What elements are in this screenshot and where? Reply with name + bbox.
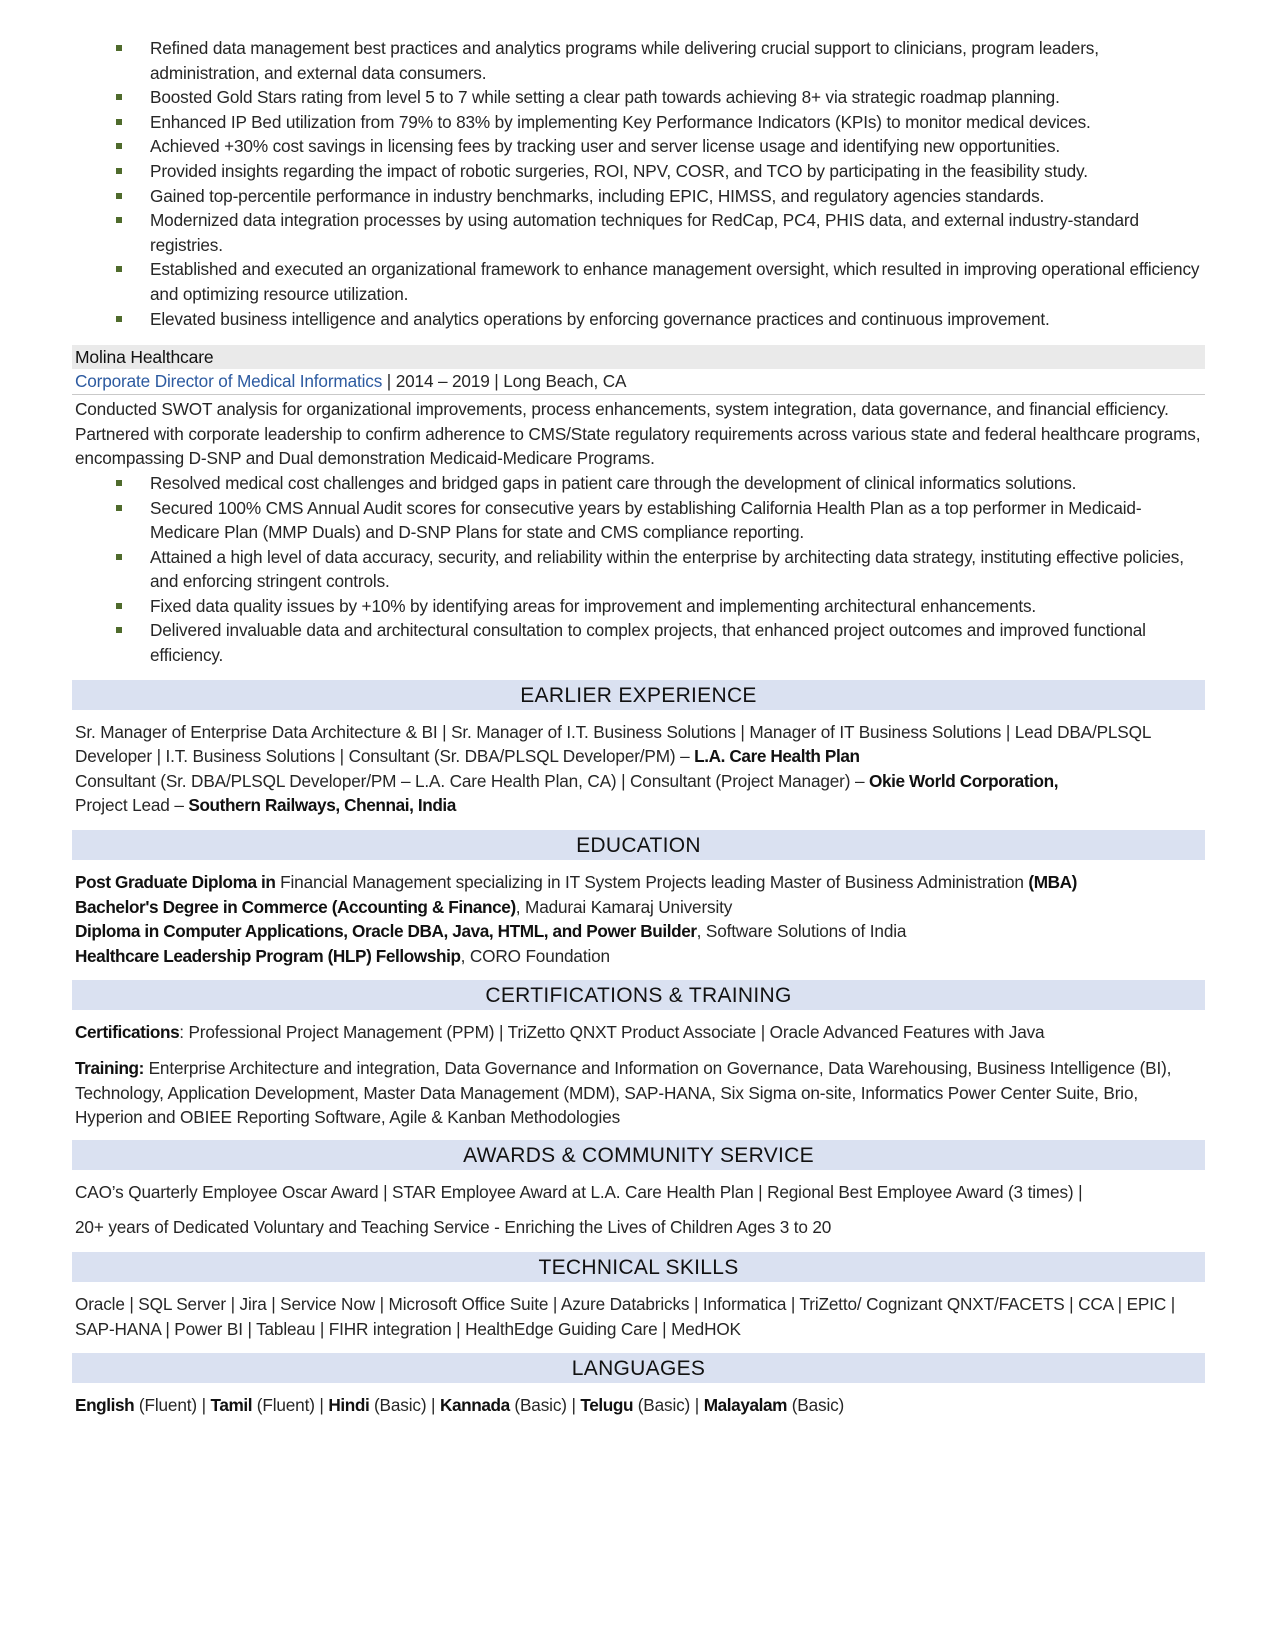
language-level: (Basic)	[369, 1395, 427, 1416]
bullet-item: Achieved +30% cost savings in licensing fees by tracking user and server license usage and identifying new opportunities.	[72, 134, 1205, 159]
bullet-item: Attained a high level of data accuracy, security, and reliability within the enterprise by architecting data strategy, instituting effective policies, and enforcing stringent controls.	[72, 545, 1205, 594]
molina-bullets	[72, 471, 1205, 668]
role-line	[72, 369, 1205, 395]
company-name: Molina Healthcare	[72, 345, 1205, 369]
square-bullet-icon	[116, 217, 122, 223]
bullet-item: Elevated business intelligence and analytics operations by enforcing governance practices and continuous improvement.	[72, 307, 1205, 332]
bullet-item: Resolved medical cost challenges and bridged gaps in patient care through the development of clinical informatics solutions.	[72, 471, 1205, 496]
training-paragraph: Training: Enterprise Architecture and integration, Data Governance and Information on Governance, Data Warehousing, Business Intelligence (BI), Technology, Application Development, Master Data Management (MDM), SAP-HANA, Six Sigma on-site, Informatics Power Center Suite, Brio, Hyperion and OBIEE Reporting Software, Agile & Kanban Methodologies	[75, 1058, 1172, 1128]
awards-line: CAO’s Quarterly Employee Oscar Award | STAR Employee Award at L.A. Care Health Plan | Regional Best Employee Award (3 times) |	[75, 1181, 1083, 1202]
square-bullet-icon	[116, 505, 122, 511]
bullet-item: Secured 100% CMS Annual Audit scores for consecutive years by establishing California Health Plan as a top performer in Medicaid-Medicare Plan (MMP Duals) and D-SNP Plans for state and CMS compliance reporting.	[72, 496, 1205, 545]
technical-skills-text: Oracle | SQL Server | Jira | Service Now | Microsoft Office Suite | Azure Databricks | Informatica | TriZetto/ Cognizant QNXT/FACETS | CCA | EPIC | SAP-HANA | Power BI | Tableau | FIHR integration | HealthEdge Guiding Care | MedHOK	[75, 1293, 1176, 1339]
language-name: Malayalam	[703, 1395, 788, 1416]
bullet-item: Modernized data integration processes by using automation techniques for RedCap, PC4, PHIS data, and external industry-standard registries.	[72, 208, 1205, 257]
role-meta: | 2014 – 2019 | Long Beach, CA	[382, 371, 627, 392]
employer-name: Okie World Corporation,	[869, 770, 1059, 791]
language-name: Kannada	[439, 1395, 510, 1416]
section-heading-technical-skills: TECHNICAL SKILLS	[72, 1252, 1205, 1282]
resume-page	[72, 36, 1205, 1418]
square-bullet-icon	[116, 266, 122, 272]
earlier-experience-text: Sr. Manager of Enterprise Data Architecture & BI | Sr. Manager of I.T. Business Solutions | Manager of IT Business Solutions | Lead DBA/PLSQL Developer | I.T. Business Solutions | Consultant (Sr. DBA/PLSQL Developer/PM) – L.A. Care Health Plan Consultant (Sr. DBA/PLSQL Developer/PM – L.A. Care Health Plan, CA) | Consultant (Project Manager) – Okie World Corporation, Project Lead – Southern Railways, Chennai, India	[75, 721, 1151, 816]
language-level: (Fluent)	[252, 1395, 315, 1416]
language-level: (Fluent)	[134, 1395, 197, 1416]
language-name: Telugu	[580, 1395, 634, 1416]
bullet-item: Gained top-percentile performance in industry benchmarks, including EPIC, HIMSS, and regulatory agencies standards.	[72, 184, 1205, 209]
section-heading-education: EDUCATION	[72, 830, 1205, 860]
bullet-item: Boosted Gold Stars rating from level 5 to 7 while setting a clear path towards achieving 8+ via strategic roadmap planning.	[72, 85, 1205, 110]
square-bullet-icon	[116, 316, 122, 322]
languages-line: English (Fluent) | Tamil (Fluent) | Hindi (Basic) | Kannada (Basic) | Telugu (Basic) | Malayalam (Basic)	[75, 1395, 845, 1416]
language-level: (Basic)	[509, 1395, 567, 1416]
square-bullet-icon	[116, 193, 122, 199]
role-title: Corporate Director of Medical Informatics	[75, 371, 383, 392]
section-heading-certifications: CERTIFICATIONS & TRAINING	[72, 980, 1205, 1010]
square-bullet-icon	[116, 143, 122, 149]
language-level: (Basic)	[787, 1395, 845, 1416]
education-list	[72, 870, 1205, 968]
bullet-item: Provided insights regarding the impact of robotic surgeries, ROI, NPV, COSR, and TCO by participating in the feasibility study.	[72, 159, 1205, 184]
square-bullet-icon	[116, 627, 122, 633]
education-item: Diploma in Computer Applications, Oracle DBA, Java, HTML, and Power Builder, Software Solutions of India	[75, 921, 907, 942]
language-name: English	[75, 1395, 135, 1416]
bullet-item: Enhanced IP Bed utilization from 79% to 83% by implementing Key Performance Indicators (KPIs) to monitor medical devices.	[72, 110, 1205, 135]
employer-name: Southern Railways, Chennai, India	[188, 795, 456, 816]
square-bullet-icon	[116, 168, 122, 174]
bullet-item: Established and executed an organizational framework to enhance management oversight, which resulted in improving operational efficiency and optimizing resource utilization.	[72, 257, 1205, 306]
role-summary: Conducted SWOT analysis for organizational improvements, process enhancements, system integration, data governance, and financial efficiency. Partnered with corporate leadership to confirm adherence to CMS/State regulatory requirements across various state and federal healthcare programs, encompassing D-SNP and Dual demonstration Medicaid-Medicare Programs.	[75, 399, 1201, 469]
language-level: (Basic)	[633, 1395, 691, 1416]
certifications-line: Certifications: Professional Project Management (PPM) | TriZetto QNXT Product Associate | Oracle Advanced Features with Java	[75, 1022, 1045, 1043]
bullet-item: Fixed data quality issues by +10% by identifying areas for improvement and implementing architectural enhancements.	[72, 594, 1205, 619]
square-bullet-icon	[116, 554, 122, 560]
square-bullet-icon	[116, 480, 122, 486]
employer-name: L.A. Care Health Plan	[694, 746, 860, 767]
section-heading-awards: AWARDS & COMMUNITY SERVICE	[72, 1140, 1205, 1170]
square-bullet-icon	[116, 119, 122, 125]
previous-job-bullets	[72, 36, 1205, 331]
bullet-item: Delivered invaluable data and architectural consultation to complex projects, that enhanced project outcomes and improved functional efficiency.	[72, 618, 1205, 667]
community-service-line: 20+ years of Dedicated Voluntary and Teaching Service - Enriching the Lives of Children Ages 3 to 20	[75, 1217, 832, 1238]
section-heading-languages: LANGUAGES	[72, 1353, 1205, 1383]
section-heading-earlier-experience: EARLIER EXPERIENCE	[72, 680, 1205, 710]
square-bullet-icon	[116, 94, 122, 100]
education-item: Healthcare Leadership Program (HLP) Fellowship, CORO Foundation	[75, 945, 610, 966]
language-name: Hindi	[328, 1395, 370, 1416]
language-name: Tamil	[210, 1395, 253, 1416]
education-item: Bachelor's Degree in Commerce (Accounting & Finance), Madurai Kamaraj University	[75, 896, 733, 917]
bullet-item: Refined data management best practices and analytics programs while delivering crucial support to clinicians, program leaders, administration, and external data consumers.	[72, 36, 1205, 85]
square-bullet-icon	[116, 603, 122, 609]
education-item: Post Graduate Diploma in Financial Management specializing in IT System Projects leading Master of Business Administration (MBA)	[75, 872, 1078, 893]
square-bullet-icon	[116, 45, 122, 51]
